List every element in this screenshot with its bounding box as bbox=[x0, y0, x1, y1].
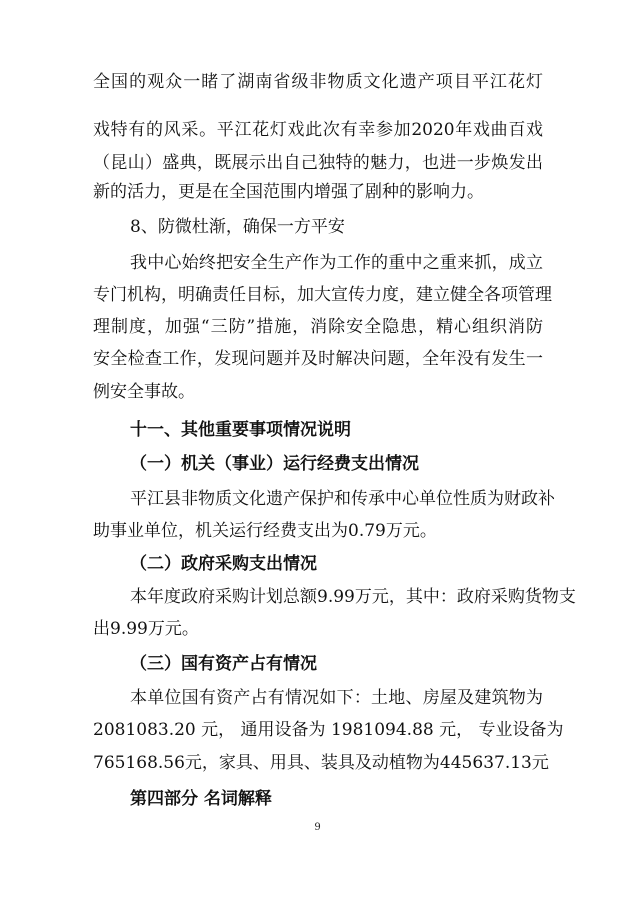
body-text-line: 新的活力，更是在全国范围内增强了剧种的影响力。 bbox=[93, 182, 484, 202]
body-text-line: 本年度政府采购计划总额9.99万元，其中：政府采购货物支 bbox=[130, 587, 576, 607]
body-text-line: 我中心始终把安全生产作为工作的重中之重来抓，成立 bbox=[130, 253, 543, 273]
body-text-line: 戏特有的风采。平江花灯戏此次有幸参加2020年戏曲百戏 bbox=[93, 120, 543, 140]
body-text-line: 安全检查工作，发现问题并及时解决问题，全年没有发生一 bbox=[93, 349, 543, 369]
body-text-line: 助事业单位，机关运行经费支出为0.79万元。 bbox=[93, 521, 437, 541]
body-text-line: 765168.56元，家具、用具、装具及动植物为445637.13元 bbox=[93, 753, 549, 773]
section-heading: 十一、其他重要事项情况说明 bbox=[130, 420, 351, 440]
body-text-line: 本单位国有资产占有情况如下：土地、房屋及建筑物为 bbox=[130, 688, 543, 708]
part-heading: 第四部分 名词解释 bbox=[130, 789, 272, 809]
body-text-line: 理制度，加强“三防”措施，消除安全隐患，精心组织消防 bbox=[93, 317, 543, 337]
subsection-heading: （三）国有资产占有情况 bbox=[130, 654, 317, 674]
page-number: 9 bbox=[314, 822, 321, 833]
body-text-line: （昆山）盛典，既展示出自己独特的魅力，也进一步焕发出 bbox=[93, 153, 543, 173]
body-text-line: 2081083.20 元， 通用设备为 1981094.88 元， 专业设备为 bbox=[93, 720, 564, 740]
body-text-line: 例安全事故。 bbox=[93, 382, 195, 402]
body-text-line: 平江县非物质文化遗产保护和传承中心单位性质为财政补 bbox=[130, 489, 555, 509]
body-text-line: 专门机构，明确责任目标，加大宣传力度，建立健全各项管理 bbox=[93, 285, 552, 305]
body-text-line: 出9.99万元。 bbox=[93, 619, 199, 639]
section-heading: 8、防微杜渐，确保一方平安 bbox=[130, 217, 345, 237]
subsection-heading: （二）政府采购支出情况 bbox=[130, 554, 317, 574]
subsection-heading: （一）机关（事业）运行经费支出情况 bbox=[130, 454, 419, 474]
body-text-line: 全国的观众一睹了湖南省级非物质文化遗产项目平江花灯 bbox=[93, 72, 543, 92]
